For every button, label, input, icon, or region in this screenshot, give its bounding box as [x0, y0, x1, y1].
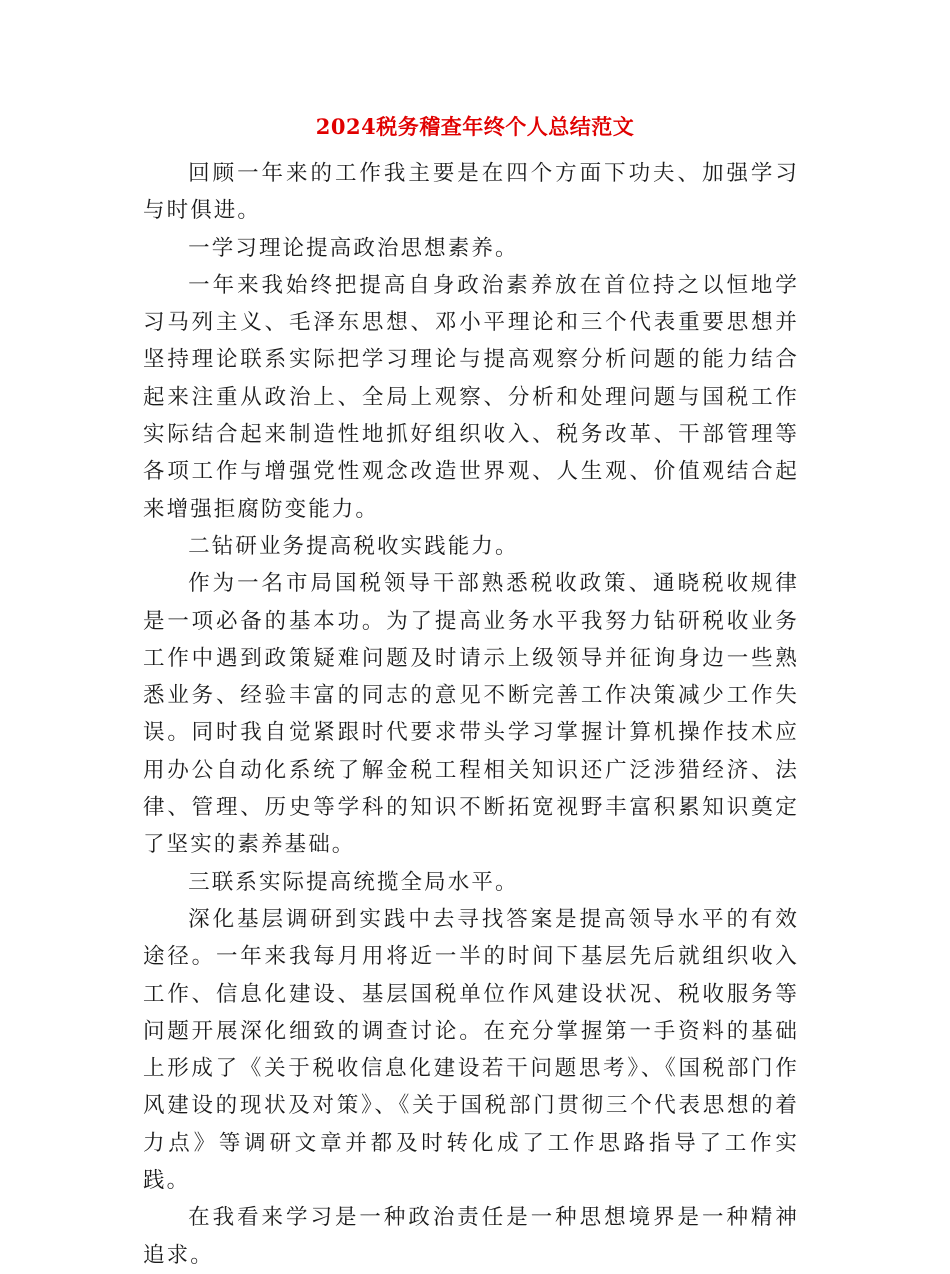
paragraph-intro: 回顾一年来的工作我主要是在四个方面下功夫、加强学习与时俱进。 — [143, 161, 799, 224]
document-title: 2024税务稽查年终个人总结范文 — [315, 114, 635, 139]
paragraph-section-1: 一年来我始终把提高自身政治素养放在首位持之以恒地学习马列主义、毛泽东思想、邓小平理论和三个代表重要思想并坚持理论联系实际把学习理论与提高观察分析问题的能力结合起来注重从政治上、全局上观察、分析和处理问题与国税工作实际结合起来制造性地抓好组织收入、税务改革、干部管理等各项工作与增强党性观念改造世界观、人生观、价值观结合起来增强拒腐防变能力。 — [143, 272, 799, 522]
paragraph-section-2: 作为一名市局国税领导干部熟悉税收政策、通晓税收规律是一项必备的基本功。为了提高业务水平我努力钻研税收业务工作中遇到政策疑难问题及时请示上级领导并征询身边一些熟悉业务、经验丰富的同志的意见不断完善工作决策减少工作失误。同时我自觉紧跟时代要求带头学习掌握计算机操作技术应用办公自动化系统了解金税工程相关知识还广泛涉猎经济、法律、管理、历史等学科的知识不断拓宽视野丰富积累知识奠定了坚实的素养基础。 — [143, 571, 799, 858]
section-heading-1: 一学习理论提高政治思想素养。 — [188, 235, 519, 261]
paragraph-closing: 在我看来学习是一种政治责任是一种思想境界是一种精神追求。 — [143, 1205, 799, 1268]
paragraph-section-3: 深化基层调研到实践中去寻找答案是提高领导水平的有效途径。一年来我每月用将近一半的时间下基层先后就组织收入工作、信息化建设、基层国税单位作风建设状况、税收服务等问题开展深化细致的调查讨论。在充分掌握第一手资料的基础上形成了《关于税收信息化建设若干问题思考》、《国税部门作风建设的现状及对策》、《关于国税部门贯彻三个代表思想的着力点》等调研文章并都及时转化成了工作思路指导了工作实践。 — [143, 906, 799, 1194]
section-heading-2: 二钻研业务提高税收实践能力。 — [188, 533, 519, 559]
section-heading-3: 三联系实际提高统揽全局水平。 — [188, 869, 519, 895]
document-body — [143, 155, 799, 1274]
